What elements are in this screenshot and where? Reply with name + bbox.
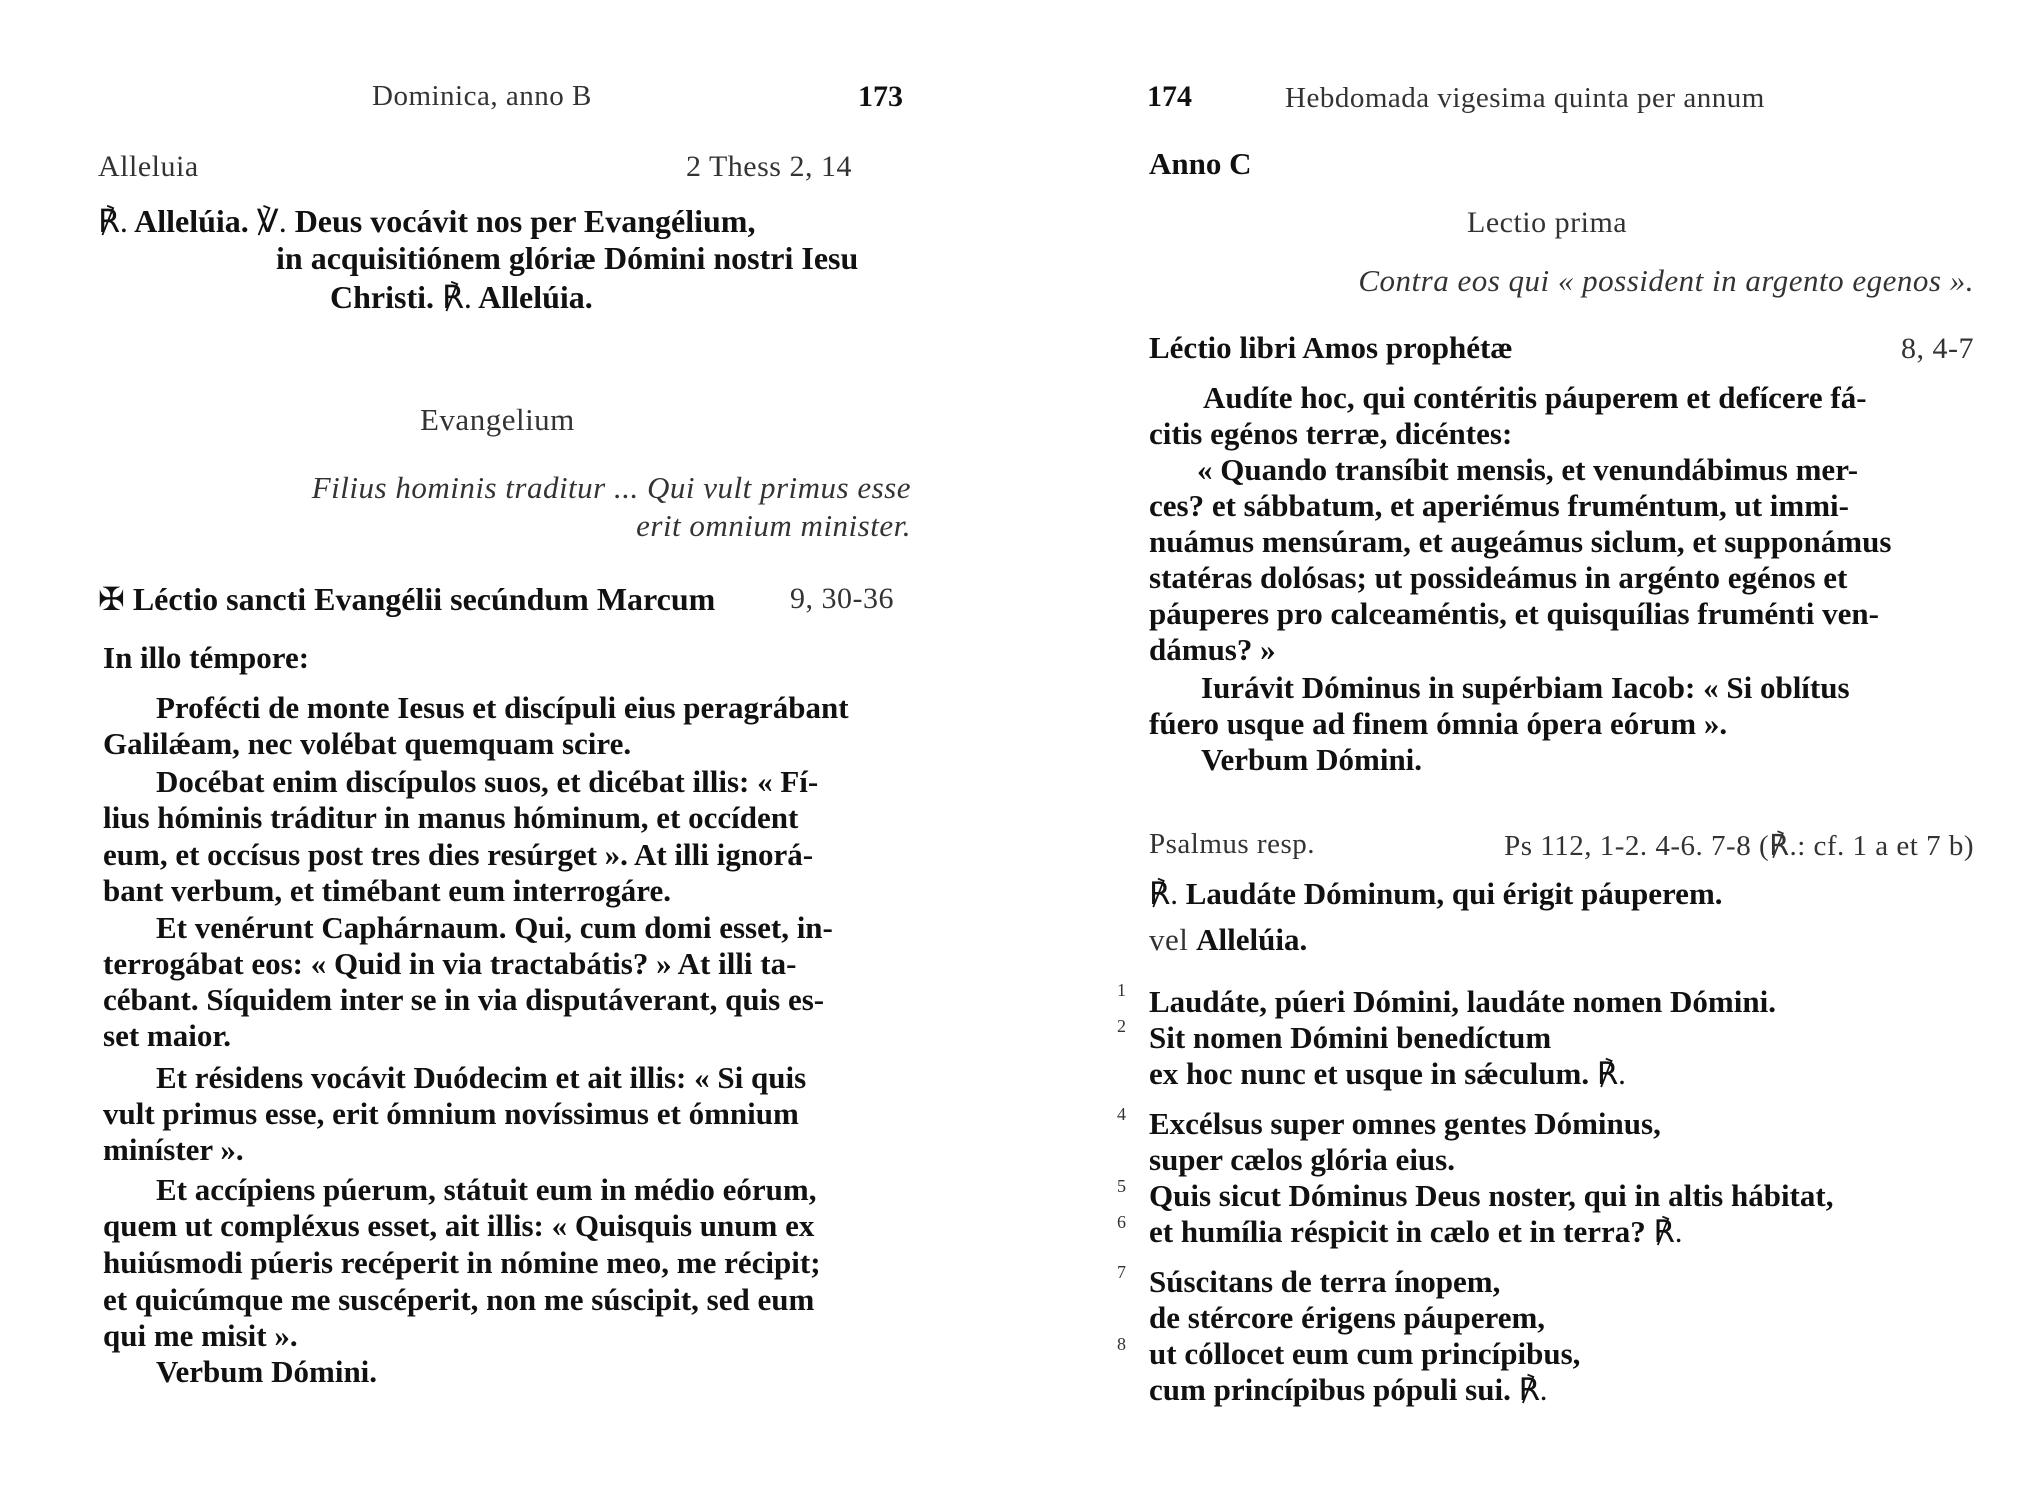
alt-response-text: Allelúia. [1196,922,1308,957]
gospel-reference: 9, 30-36 [790,582,894,615]
text-line: « Quando transíbit mensis, et venundábimus mer- [1197,452,1859,487]
text-line: fúero usque ad finem ómnia ópera eórum ». [1149,706,1728,741]
gospel-summary-line: Filius hominis traditur ... Qui vult primus esse [311,470,911,505]
verse-line: super cælos glória eius. [1149,1142,1455,1177]
reading-section-title: Lectio prima [1467,206,1628,239]
verse-line: ut cóllocet eum cum princípibus, [1149,1336,1581,1371]
psalm-alt-response [1149,922,1307,958]
running-header: Hebdomada vigesima quinta per annum [1285,82,1765,114]
text-line: Profécti de monte Iesus et discípuli eius peragrábant [156,690,849,725]
text-line: ces? et sábbatum, et aperiémus fruméntum, ut immi- [1149,488,1849,523]
text-line: lius hóminis tráditur in manus hóminum, et occídent [103,800,799,835]
verse-line: Excélsus super omnes gentes Dóminus, [1149,1106,1661,1141]
text-line: terrogábat eos: « Quid in via tractabátis? » At illi ta- [103,946,797,981]
page-number: 174 [1147,80,1192,113]
gospel-lectio-title [98,580,715,618]
alleluia-heading: Alleluia [98,150,199,183]
alleluia-verse-end-line [330,278,593,316]
psalm-label: Psalmus resp. [1149,828,1315,860]
verse-number: 6 [1117,1212,1126,1232]
text-line: et quicúmque me suscéperit, non me súscipit, sed eum [103,1282,815,1317]
text-line: Audíte hoc, qui contéritis páuperem et defícere fá- [1203,380,1867,415]
text-line: quem ut compléxus esset, ait illis: « Quisquis unum ex [103,1208,815,1243]
text-line: huiúsmodi púeris recéperit in nómine meo, me récipit; [103,1245,821,1280]
text-line: cébant. Síquidem inter se in via disputáverant, quis es- [103,982,825,1017]
text-line: set maior. [103,1018,231,1053]
reading-summary: Contra eos qui « possident in argento egenos ». [1358,263,1974,298]
verse-number: 2 [1117,1016,1126,1036]
psalm-response [1149,876,1723,912]
verse-number: 5 [1117,1176,1126,1196]
lectio-title: Léctio sancti Evangélii secúndum Marcum [132,581,716,617]
text-line: qui me misit ». [103,1318,298,1353]
reading-lectio-title: Léctio libri Amos prophétæ [1149,330,1513,365]
verse-line: Sit nomen Dómini benedíctum [1149,1020,1552,1055]
text-line: miníster ». [103,1132,244,1167]
text-line: bant verbum, et timébant eum interrogáre. [103,873,671,908]
gospel-summary-line: erit omnium minister. [636,508,911,543]
reading-reference: 8, 4-7 [1901,332,1974,365]
year-heading: Anno C [1149,146,1252,181]
text-line: páuperes pro calceaméntis, et quisquílias fruménti ven- [1149,596,1879,631]
text-line: Et résidens vocávit Duódecim et ait illis: « Si quis [156,1060,807,1095]
verse-line: Quis sicut Dóminus Deus noster, qui in altis hábitat, [1149,1178,1834,1213]
response-text: Laudáte Dóminum, qui érigit páuperem. [1185,876,1723,911]
verse-number: 4 [1117,1104,1126,1124]
verse-text: ex hoc nunc et usque in sǽculum. [1149,1056,1590,1091]
response-symbol: ℟. [1653,1214,1683,1249]
text-line: dámus? » [1149,632,1276,667]
response-symbol: ℟. [442,279,472,315]
text-line: Et accípiens púerum, státuit eum in médio eórum, [156,1172,817,1207]
text-line: vult primus esse, erit ómnium novíssimus et ómnium [103,1096,799,1131]
verse-line [1149,1372,1548,1408]
gospel-section-title: Evangelium [420,402,575,437]
text-line: Iurávit Dóminus in supérbiam Iacob: « Si oblítus [1201,670,1850,705]
right-page [1011,0,2022,1500]
text-line: citis egénos terræ, dicéntes: [1149,416,1513,451]
verse-number: 1 [1117,980,1126,1000]
verse-line [1149,1056,1626,1092]
verse-number: 7 [1117,1262,1126,1282]
response-symbol: ℟. [98,203,128,239]
verse-line [1149,1214,1682,1250]
response-word: Allelúia. [478,279,593,315]
psalm-reference: Ps 112, 1-2. 4-6. 7-8 (℟.: cf. 1 a et 7 b) [1504,830,1974,862]
text-line: Galilǽam, nec volébat quemquam scire. [103,726,632,761]
verse-text: Christi. [330,279,434,315]
text-line: Verbum Dómini. [156,1354,378,1389]
cross-icon: ✠ [98,581,125,617]
text-line: Et venérunt Caphárnaum. Qui, cum domi esset, in- [156,910,833,945]
vel-word: vel [1149,922,1189,957]
alleluia-verse-line: in acquisitiónem glóriæ Dómini nostri Iesu [276,240,859,276]
text-line: eum, et occísus post tres dies resúrget ». At illi ignorá- [103,837,814,872]
alleluia-response-line [98,202,755,240]
text-line: Docébat enim discípulos suos, et dicébat illis: « Fí- [156,764,819,799]
text-line: Verbum Dómini. [1201,742,1423,777]
running-header: Dominica, anno B [372,80,592,112]
verse-text: et humília réspicit in cælo et in terra? [1149,1214,1646,1249]
verse-line: de stércore érigens páuperem, [1149,1300,1546,1335]
response-symbol: ℟. [1149,876,1178,911]
verse-text: Deus vocávit nos per Evangélium, [294,203,756,239]
verse-symbol: ℣. [256,203,287,239]
verse-number: 8 [1117,1334,1126,1354]
verse-line: Súscitans de terra ínopem, [1149,1264,1501,1299]
response-symbol: ℟. [1596,1056,1626,1091]
page-number: 173 [858,80,903,113]
response-symbol: ℟. [1518,1372,1548,1407]
text-line: statéras dolósas; ut possideámus in argénto egénos et [1149,560,1848,595]
text-line: nuámus mensúram, et augeámus siclum, et supponámus [1149,524,1892,559]
verse-text: cum princípibus pópuli sui. [1149,1372,1511,1407]
alleluia-reference: 2 Thess 2, 14 [686,150,852,183]
gospel-intro: In illo témpore: [103,640,310,675]
verse-line: Laudáte, púeri Dómini, laudáte nomen Dómini. [1149,984,1776,1019]
response-word: Allelúia. [134,203,249,239]
